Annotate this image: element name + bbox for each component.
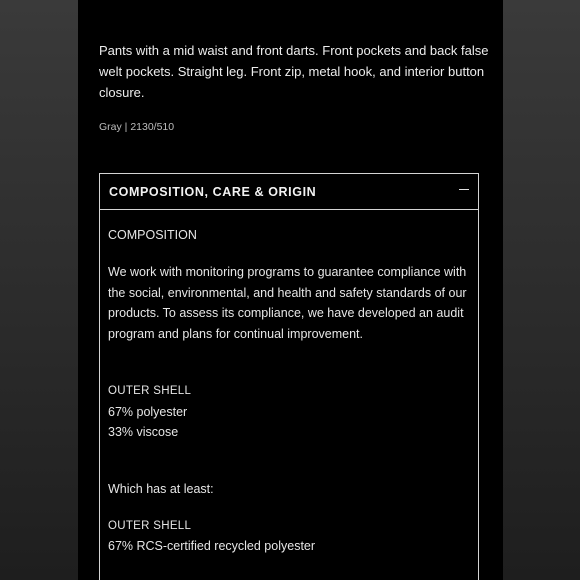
right-side-panel [502,0,580,580]
product-description: Pants with a mid waist and front darts. Front pockets and back false welt pockets. Straight leg. Front zip, metal hook, and interior button closure. [99,43,489,100]
which-has-at-least-text: Which has at least: [108,482,214,496]
left-side-panel [0,0,78,580]
accordion-title: COMPOSITION, CARE & ORIGIN [109,184,317,199]
outer-shell-label-certified: OUTER SHELL [108,520,192,532]
accordion-header[interactable] [100,174,478,210]
composition-heading: COMPOSITION [108,228,197,242]
certified-material-line: 67% RCS-certified recycled polyester [108,539,316,553]
outer-shell-label: OUTER SHELL [108,385,192,397]
composition-accordion [99,173,479,580]
material-line: 67% polyester [108,405,188,419]
material-line: 33% viscose [108,425,179,439]
minus-icon[interactable] [459,185,469,195]
compliance-text: We work with monitoring programs to guarantee compliance with the social, environmental, and health and safety standards of our products. To assess its compliance, we have developed an audit program and plans for continual improvement. [108,265,467,341]
product-details-panel [78,0,503,580]
color-reference: Gray | 2130/510 [99,121,175,133]
